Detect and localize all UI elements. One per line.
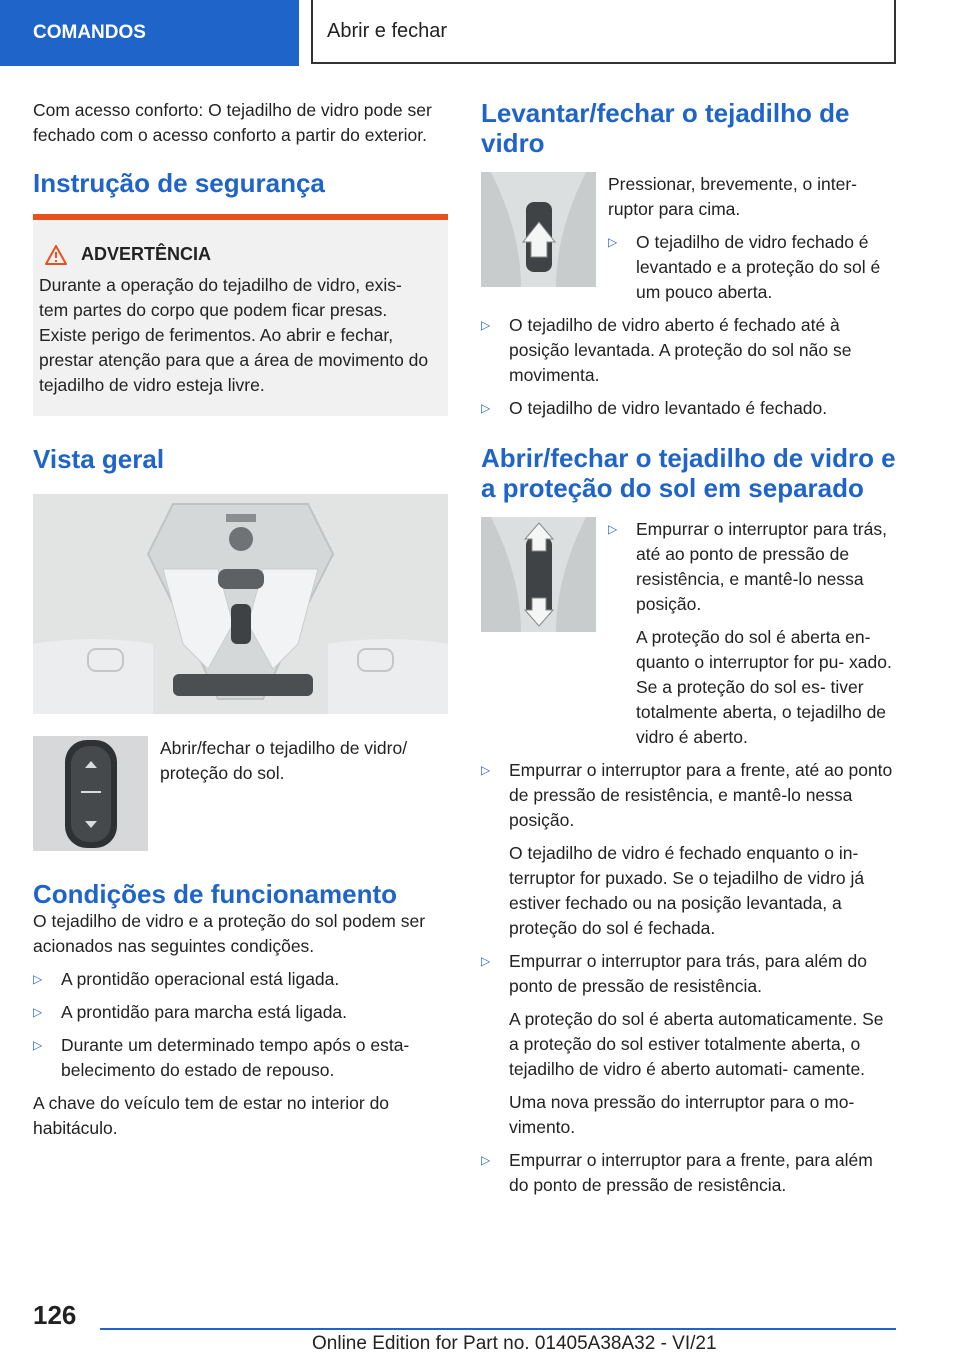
bullet-triangle-icon: ▷ xyxy=(481,401,491,415)
sep-bullet1-detail: A proteção do sol é aberta en- quanto o interruptor for pu- xado. Se a proteção do sol es- tiver totalmente aberta, o tejadilho de vidro é aberto. xyxy=(636,627,892,747)
comfort-access-text: Com acesso conforto: O tejadilho de vidro pode ser fechado com o acesso conforto a partir do exterior. xyxy=(33,100,432,145)
list-item: ▷ O tejadilho de vidro fechado é levantado e a proteção do sol é um pouco aberta. xyxy=(608,232,881,302)
list-item: ▷ Empurrar o interruptor para a frente, até ao ponto de pressão de resistência, e mantê-lo nessa posição. xyxy=(481,760,893,830)
list-item: ▷ Empurrar o interruptor para trás, para além do ponto de pressão de resistência. xyxy=(481,951,867,996)
bullet-triangle-icon: ▷ xyxy=(481,763,491,777)
switch-photo xyxy=(33,736,148,851)
list-item: ▷ Empurrar o interruptor para trás, até ao ponto de pressão de resistência, e mantê-lo nessa posição. xyxy=(608,519,887,614)
overview-heading: Vista geral xyxy=(33,444,165,474)
switch-both-photo xyxy=(481,517,596,632)
list-item: ▷ Durante um determinado tempo após o esta- belecimento do estado de repouso. xyxy=(33,1035,410,1080)
switch-up-photo xyxy=(481,172,596,287)
switch-caption: Abrir/fechar o tejadilho de vidro/ proteção do sol. xyxy=(160,738,408,783)
section-tab: COMANDOS xyxy=(0,0,299,66)
key-note: A chave do veículo tem de estar no interior do habitáculo. xyxy=(33,1093,390,1138)
sep-bullet2-detail: O tejadilho de vidro é fechado enquanto o in- terruptor for puxado. Se o tejadilho de vidro já estiver fechado ou na posição levantada, a proteção do sol é fechada. xyxy=(509,843,865,938)
list-item: ▷ O tejadilho de vidro aberto é fechado até à posição levantada. A proteção do sol não se movimenta. xyxy=(481,315,852,385)
list-item: ▷ A prontidão operacional está ligada. xyxy=(33,967,448,992)
footer-divider xyxy=(100,1328,896,1330)
roof-switch-illustration xyxy=(33,736,148,851)
sep-bullet3-detail: A proteção do sol é aberta automaticamente. Se a proteção do sol estiver totalmente aberta, o tejadilho de vidro é aberto automati- camente. xyxy=(509,1009,884,1079)
bullet-triangle-icon: ▷ xyxy=(481,954,491,968)
warning-triangle-icon xyxy=(45,245,67,265)
bullet-triangle-icon: ▷ xyxy=(608,235,618,249)
bullet-triangle-icon: ▷ xyxy=(608,522,618,536)
roof-console-illustration xyxy=(33,494,448,714)
right-column xyxy=(481,98,896,1198)
raise-heading: Levantar/fechar o tejadilho de vidro xyxy=(481,98,850,158)
warning-text: Durante a operação do tejadilho de vidro, exis- tem partes do corpo que podem ficar presas. Existe perigo de ferimentos. Ao abrir e fechar, prestar atenção para que a área de movimento do tejadilho de vidro esteja livre. xyxy=(39,275,429,395)
raise-instruction: Pressionar, brevemente, o inter- ruptor para cima. xyxy=(608,174,858,219)
list-item: ▷ A prontidão para marcha está ligada. xyxy=(33,1000,448,1025)
switch-both-illustration xyxy=(481,517,596,632)
bullet-triangle-icon: ▷ xyxy=(481,318,491,332)
roof-console-photo xyxy=(33,494,448,714)
conditions-heading: Condições de funcionamento xyxy=(33,879,398,909)
bullet-triangle-icon: ▷ xyxy=(33,1038,43,1052)
page-header xyxy=(0,0,960,66)
list-item: ▷ O tejadilho de vidro levantado é fechado. xyxy=(481,396,896,421)
bullet-triangle-icon: ▷ xyxy=(481,1153,491,1167)
safety-heading: Instrução de segurança xyxy=(33,168,325,198)
edition-note: Online Edition for Part no. 01405A38A32 - VI/21 xyxy=(312,1333,717,1354)
switch-up-illustration xyxy=(481,172,596,287)
conditions-intro: O tejadilho de vidro e a proteção do sol podem ser acionados nas seguintes condições. xyxy=(33,911,426,956)
bullet-triangle-icon: ▷ xyxy=(33,972,43,986)
left-column xyxy=(33,98,448,1141)
list-item: ▷ Empurrar o interruptor para a frente, para além do ponto de pressão de resistência. xyxy=(481,1150,873,1195)
topic-label: Abrir e fechar xyxy=(311,0,896,64)
page-number: 126 xyxy=(33,1300,77,1330)
warning-box xyxy=(33,214,448,416)
bullet-triangle-icon: ▷ xyxy=(33,1005,43,1019)
warning-title: ADVERTÊNCIA xyxy=(81,244,212,264)
sep-bullet3-detail2: Uma nova pressão do interruptor para o mo- vimento. xyxy=(509,1092,855,1137)
separate-heading: Abrir/fechar o tejadilho de vidro e a proteção do sol em separado xyxy=(481,443,896,503)
